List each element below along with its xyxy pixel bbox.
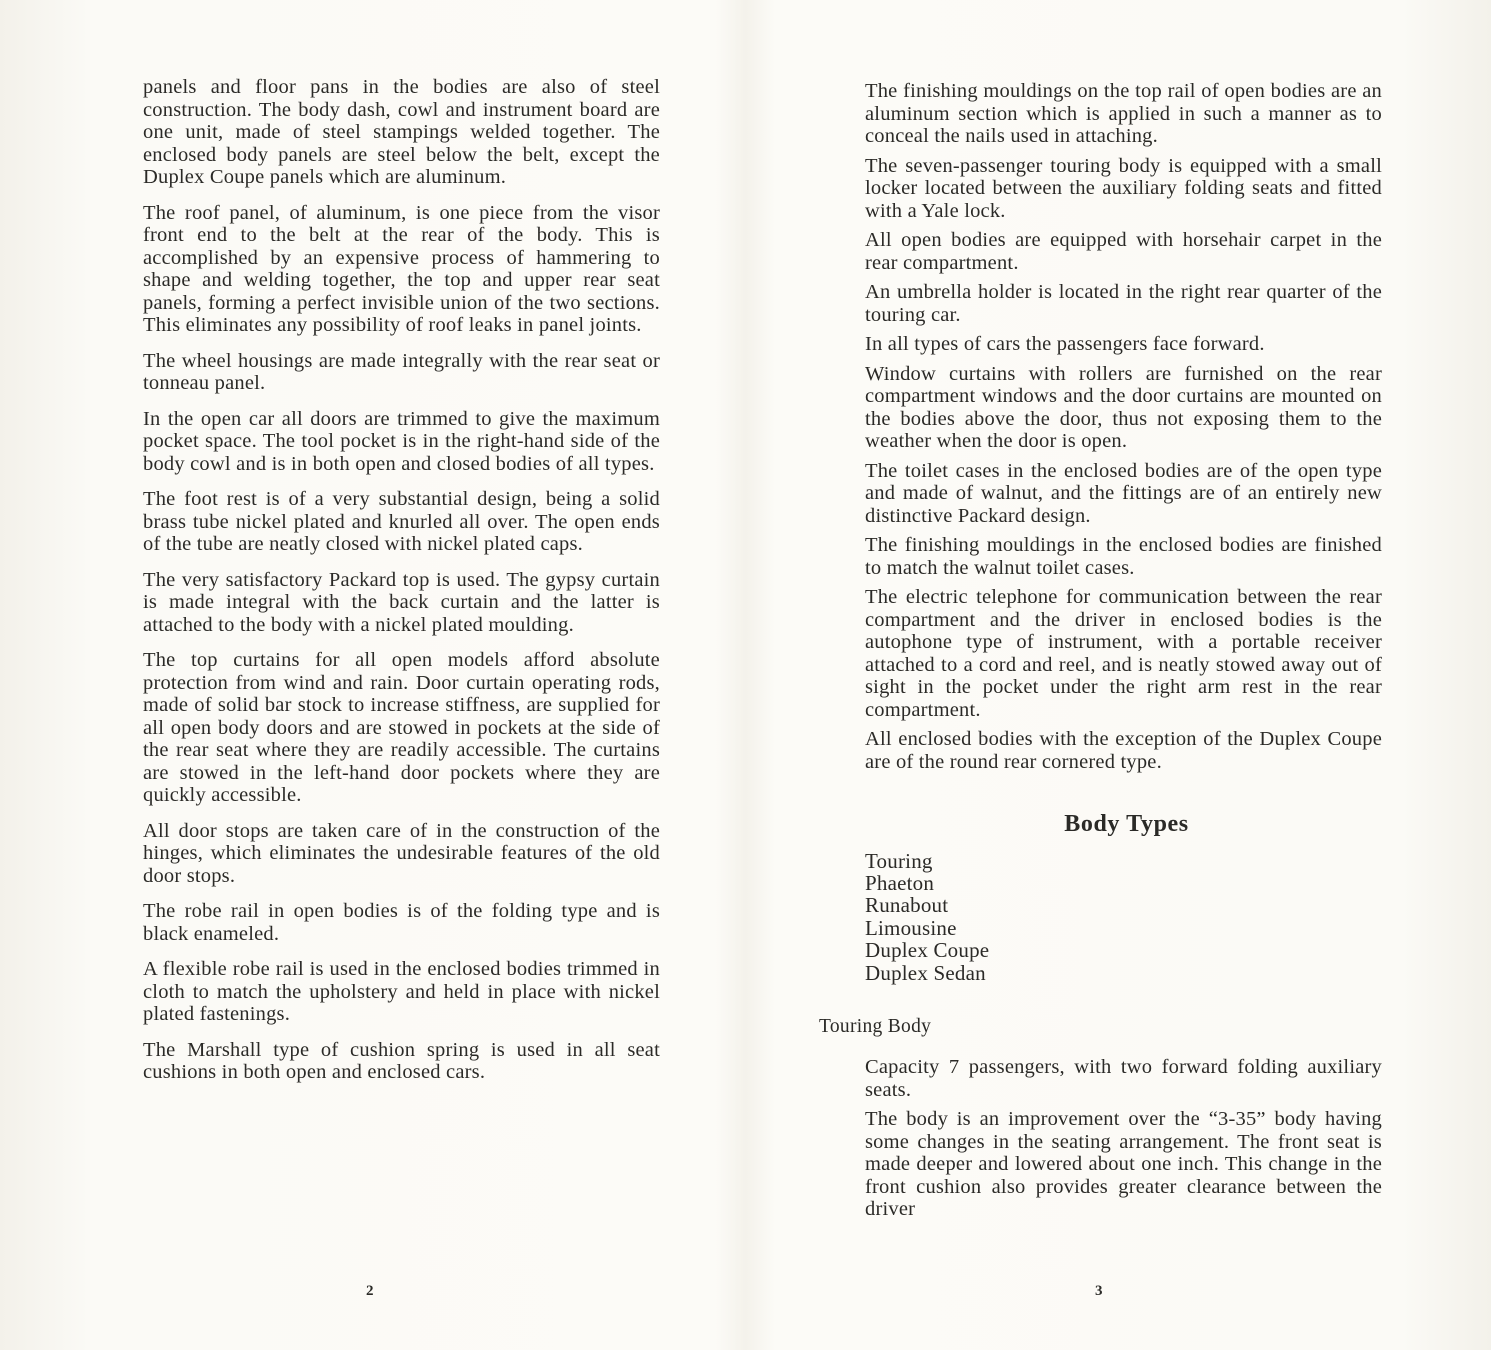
paragraph: The top curtains for all open models afford absolute protection from wind and rain. Door curtain operating rods, made of solid bar stock to increase stiffness, are supplied for all open body doors and are stowed in pockets at the side of the rear seat where they are readily accessible. The curtains are stowed in the left-hand door pockets where they are quickly accessible.: [143, 649, 660, 806]
list-item: Phaeton: [865, 870, 935, 895]
left-page: [0, 0, 745, 1350]
paragraph: The foot rest is of a very substantial design, being a solid brass tube nickel plated and knurled all over. The open ends of the tube are neatly closed with nickel plated caps.: [143, 488, 660, 555]
paragraph: Window curtains with rollers are furnished on the rear compartment windows and the door curtains are mounted on the bodies above the door, thus not exposing them to the weather when the door is open.: [865, 362, 1382, 452]
paragraph: In the open car all doors are trimmed to give the maximum pocket space. The tool pocket is in the right-hand side of the body cowl and is in both open and closed bodies of all types.: [143, 407, 660, 475]
paragraph: All enclosed bodies with the exception of the Duplex Coupe are of the round rear cornered type.: [865, 728, 1382, 773]
paragraph: In all types of cars the passengers face forward.: [865, 333, 1265, 355]
paragraph: The robe rail in open bodies is of the folding type and is black enameled.: [143, 900, 660, 945]
paragraph: The toilet cases in the enclosed bodies are of the open type and made of walnut, and the fittings are of an entirely new distinctive Packard design.: [865, 459, 1382, 527]
paragraph: The very satisfactory Packard top is used. The gypsy curtain is made integral with the back curtain and the latter is attached to the body with a nickel plated moulding.: [143, 568, 660, 636]
paragraph: The roof panel, of aluminum, is one piece from the visor front end to the belt at the rear of the body. This is accomplished by an expensive process of hammering to shape and welding together, the top and upper rear seat panels, forming a perfect invisible union of the two sections. This eliminates any possibility of roof leaks in panel joints.: [143, 201, 660, 336]
list-item: Limousine: [865, 915, 957, 940]
right-page: [745, 0, 1491, 1350]
paragraph: The seven-passenger touring body is equipped with a small locker located between the auxiliary folding seats and fitted with a Yale lock.: [865, 154, 1382, 222]
paragraph: All door stops are taken care of in the construction of the hinges, which eliminates the undesirable features of the old door stops.: [143, 819, 660, 887]
left-page-text-column: [143, 76, 660, 1097]
paragraph: panels and floor pans in the bodies are also of steel construction. The body dash, cowl and instrument board are one unit, made of steel stampings welded together. The enclosed body panels are steel below the belt, except the Duplex Coupe panels which are aluminum.: [143, 76, 660, 188]
section-heading-body-types: Body Types: [1064, 811, 1189, 837]
list-item: Touring: [865, 848, 933, 873]
paragraph: The Marshall type of cushion spring is used in all seat cushions in both open and enclosed cars.: [143, 1038, 660, 1083]
paragraph: An umbrella holder is located in the right rear quarter of the touring car.: [865, 281, 1382, 326]
body-types-list: [865, 850, 1382, 984]
paragraph: The finishing mouldings on the top rail of open bodies are an aluminum section which is applied in such a manner as to conceal the nails used in attaching.: [865, 80, 1382, 147]
paragraph: The electric telephone for communication between the rear compartment and the driver in enclosed bodies is the autophone type of instrument, with a portable receiver attached to a cord and reel, and is neatly stowed away out of sight in the pocket under the right arm rest in the rear compartment.: [865, 586, 1382, 721]
page-number-right: 3: [1095, 1283, 1103, 1299]
page-number-left: 2: [366, 1283, 374, 1299]
paragraph: The wheel housings are made integrally with the rear seat or tonneau panel.: [143, 349, 660, 394]
paragraph: The body is an improvement over the “3-35” body having some changes in the seating arrangement. The front seat is made deeper and lowered about one inch. This change in the front cushion also provides greater clearance between the driver: [865, 1108, 1382, 1221]
paragraph: All open bodies are equipped with horsehair carpet in the rear compartment.: [865, 229, 1382, 274]
subheading-touring-body: Touring Body: [819, 1015, 932, 1037]
list-item: Runabout: [865, 893, 949, 918]
right-page-text-column: [819, 80, 1382, 1228]
paragraph: A flexible robe rail is used in the enclosed bodies trimmed in cloth to match the upholstery and held in place with nickel plated fastenings.: [143, 958, 660, 1025]
list-item: Duplex Coupe: [865, 938, 990, 963]
paragraph: The finishing mouldings in the enclosed bodies are finished to match the walnut toilet cases.: [865, 534, 1382, 579]
list-item: Duplex Sedan: [865, 960, 986, 985]
paragraph: Capacity 7 passengers, with two forward folding auxiliary seats.: [865, 1056, 1382, 1101]
